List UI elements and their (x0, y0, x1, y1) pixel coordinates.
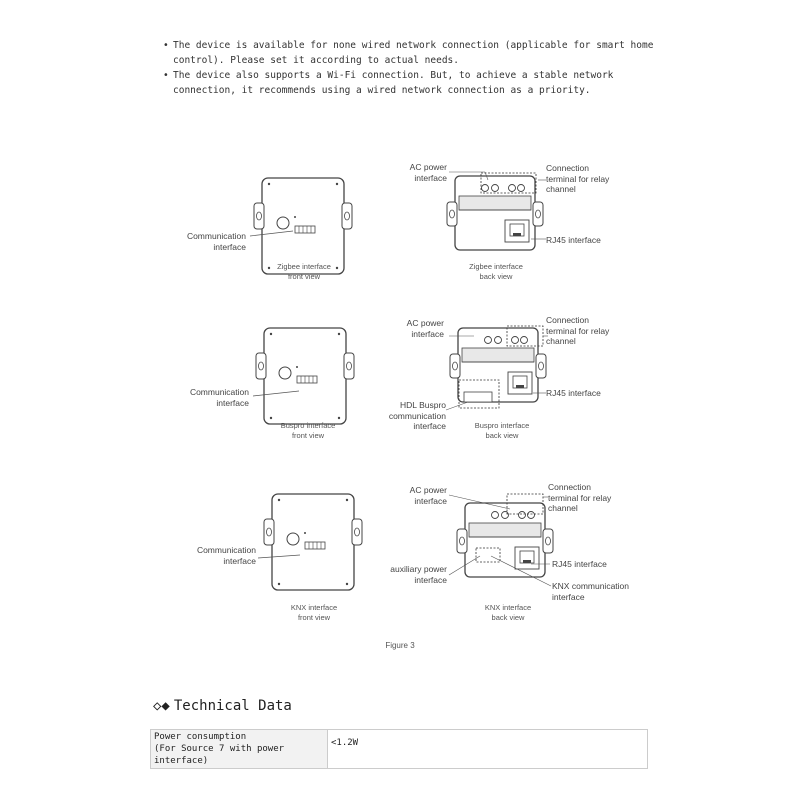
knx-front-label: Communication interface (196, 545, 256, 566)
bullet: • (163, 70, 169, 81)
buspro-back-caption: Buspro interface back view (474, 421, 530, 440)
knx-aux-label: auxiliary power interface (390, 564, 447, 585)
figure-caption: Figure 3 (385, 641, 415, 650)
technical-data-table (150, 729, 648, 769)
zigbee-back-caption: Zigbee interface back view (469, 262, 523, 281)
bullet: • (163, 40, 169, 51)
table-row (151, 730, 648, 769)
zigbee-relay-label: Connection terminal for relay channel (546, 163, 610, 194)
knx-rj45-label: RJ45 interface (552, 559, 607, 569)
knx-ac-label: AC power interface (409, 485, 447, 506)
spec-value: <1.2W (328, 730, 648, 769)
buspro-ac-label: AC power interface (406, 318, 444, 339)
buspro-front-label: Communication interface (189, 387, 249, 408)
buspro-relay-label: Connection terminal for relay channel (546, 315, 610, 346)
note-text: The device also supports a Wi-Fi connection. But, to achieve a stable network connection, it recommends using a wired network connection as a priority. (173, 70, 614, 96)
buspro-back-device (450, 328, 546, 402)
zigbee-back-device (447, 176, 543, 250)
buspro-front-caption: Buspro interface front view (280, 421, 336, 440)
knx-front-caption: KNX interface front view (290, 603, 338, 622)
knx-communication-label: KNX communication interface (552, 581, 630, 602)
zigbee-ac-label: AC power interface (409, 162, 447, 183)
buspro-rj45-label: RJ45 interface (546, 388, 601, 398)
section-title (153, 698, 292, 714)
knx-front-device (264, 494, 362, 590)
knx-relay-label: Connection terminal for relay channel (548, 482, 612, 513)
buspro-hdl-label: HDL Buspro communication interface (388, 400, 446, 431)
diamond-icon: ◇◆ (153, 698, 170, 714)
spec-key: Power consumption (For Source 7 with power interface) (151, 730, 328, 769)
zigbee-rj45-label: RJ45 interface (546, 235, 601, 245)
zigbee-front-label: Communication interface (186, 231, 246, 252)
zigbee-front-device (254, 178, 352, 274)
zigbee-front-caption: Zigbee interface front view (277, 262, 331, 281)
section-title-text: Technical Data (173, 698, 292, 714)
buspro-front-device (256, 328, 354, 424)
knx-back-caption: KNX interface back view (484, 603, 532, 622)
note-text: The device is available for none wired network connection (applicable for smart home control). Please set it according to actual needs. (173, 40, 654, 66)
